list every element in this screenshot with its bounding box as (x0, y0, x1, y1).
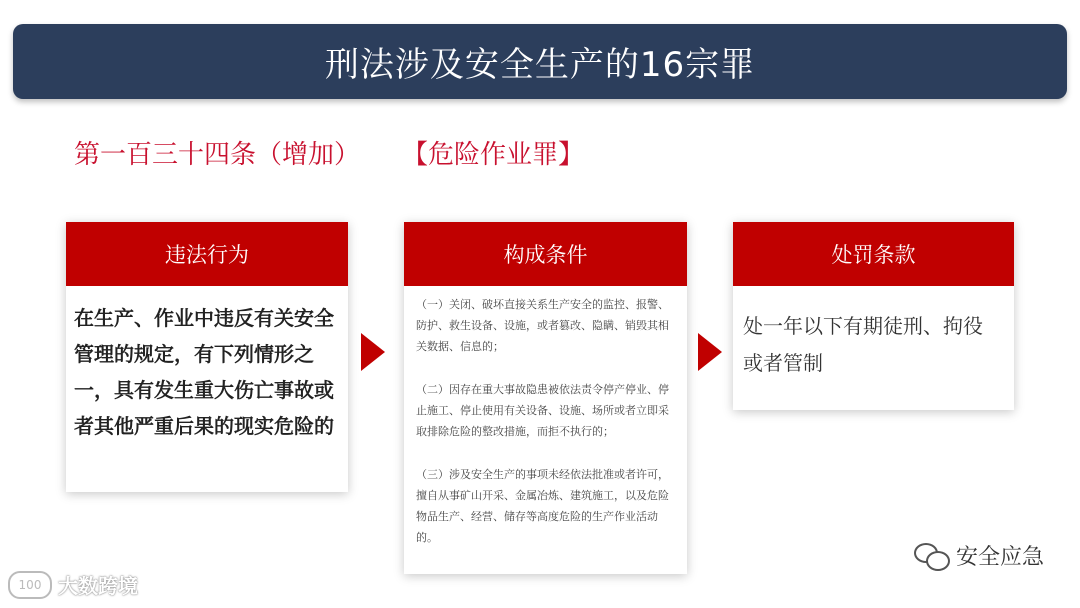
card-body: 在生产、作业中违反有关安全管理的规定，有下列情形之一，具有发生重大伤亡事故或者其他严重后果的现实危险的 (74, 306, 334, 438)
card-header: 处罚条款 (733, 222, 1014, 286)
watermark-text: 大数跨境 (58, 574, 138, 598)
condition-item: （一）关闭、破坏直接关系生产安全的监控、报警、防护、救生设备、设施，或者篡改、隐瞒、销毁其相关数据、信息的； (416, 298, 669, 353)
wechat-account (914, 540, 1044, 571)
slide-title: 刑法涉及安全生产的16宗罪 (324, 45, 756, 85)
watermark (8, 570, 138, 599)
condition-item: （三）涉及安全生产的事项未经依法批准或者许可，擅自从事矿山开采、金属冶炼、建筑施工，以及危险物品生产、经营、储存等高度危险的生产作业活动的。 (416, 468, 669, 544)
article-number: 第一百三十四条（增加） (74, 139, 361, 170)
card-body (404, 286, 687, 548)
arrow-right-icon (361, 333, 385, 371)
title-bar (13, 24, 1067, 99)
arrow-right-icon (698, 333, 722, 371)
card-penalty (733, 222, 1014, 410)
crime-name: 【危险作业罪】 (402, 139, 585, 170)
card-illegal-act (66, 222, 348, 492)
section-heading (74, 132, 584, 172)
wechat-account-name: 安全应急 (955, 545, 1044, 570)
card-conditions (404, 222, 687, 574)
card-body: 处一年以下有期徒刑、拘役或者管制 (743, 314, 983, 375)
card-header: 违法行为 (66, 222, 348, 286)
card-header: 构成条件 (404, 222, 687, 286)
condition-item: （二）因存在重大事故隐患被依法责令停产停业、停止施工、停止使用有关设备、设施、场所或者立即采取排除危险的整改措施，而拒不执行的； (416, 383, 669, 438)
watermark-logo: 100 (8, 571, 52, 599)
wechat-icon (914, 541, 950, 571)
